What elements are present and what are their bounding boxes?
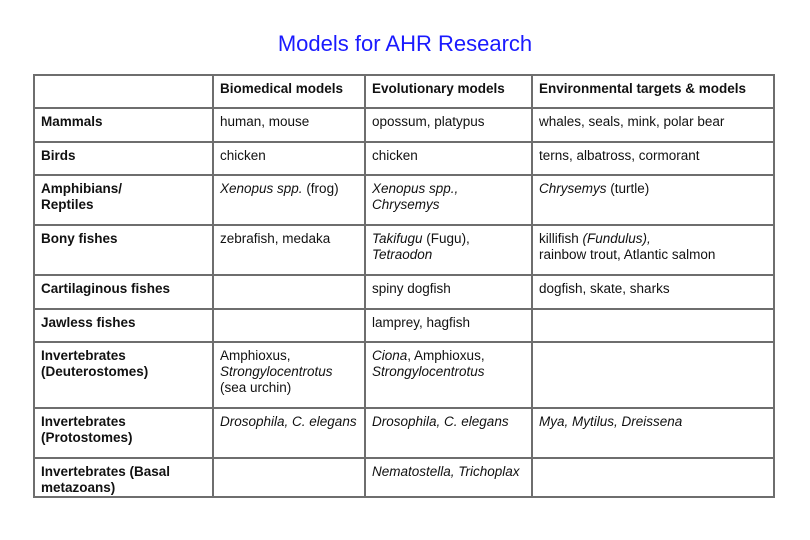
label-line: Invertebrates <box>41 414 126 429</box>
species-name: Strongylocentrotus <box>372 364 485 379</box>
species-name: Drosophila, C. elegans <box>220 414 357 429</box>
species-name: Nematostella, Trichoplax <box>372 464 520 479</box>
species-name: Xenopus spp. <box>220 181 303 196</box>
cell-biomedical <box>213 342 365 408</box>
cell-evolutionary <box>365 408 532 458</box>
cell-environmental: terns, albatross, cormorant <box>532 142 774 175</box>
common-name: (sea urchin) <box>220 380 292 395</box>
row-label: Cartilaginous fishes <box>34 275 213 309</box>
cell-environmental <box>532 458 774 497</box>
table-row <box>34 458 774 497</box>
species-name: Chrysemys <box>539 181 607 196</box>
cell-environmental: whales, seals, mink, polar bear <box>532 108 774 142</box>
cell-evolutionary <box>365 342 532 408</box>
cell-environmental <box>532 225 774 275</box>
header-evolutionary: Evolutionary models <box>365 75 532 108</box>
table-row <box>34 108 774 142</box>
table-row <box>34 342 774 408</box>
cell-evolutionary <box>365 175 532 225</box>
common-name: (Fugu), <box>422 231 470 246</box>
label-line: Reptiles <box>41 197 94 212</box>
label-line: Invertebrates (Basal <box>41 464 171 479</box>
species-name: Takifugu <box>372 231 423 246</box>
cell-evolutionary <box>365 225 532 275</box>
table-row <box>34 275 774 309</box>
species-name: Tetraodon <box>372 247 433 262</box>
cell-biomedical <box>213 175 365 225</box>
cell-biomedical <box>213 408 365 458</box>
cell-biomedical <box>213 275 365 309</box>
row-label <box>34 342 213 408</box>
cell-environmental <box>532 342 774 408</box>
cell-environmental <box>532 175 774 225</box>
cell-evolutionary: spiny dogfish <box>365 275 532 309</box>
species-name: Drosophila, C. elegans <box>372 414 509 429</box>
header-environmental: Environmental targets & models <box>532 75 774 108</box>
table-row <box>34 408 774 458</box>
cell-biomedical <box>213 309 365 342</box>
row-label: Bony fishes <box>34 225 213 275</box>
species-name: Strongylocentrotus <box>220 364 333 379</box>
common-name: (frog) <box>302 181 339 196</box>
cell-biomedical: chicken <box>213 142 365 175</box>
table-row <box>34 142 774 175</box>
cell-evolutionary: lamprey, hagfish <box>365 309 532 342</box>
cell-biomedical: zebrafish, medaka <box>213 225 365 275</box>
cell-environmental: dogfish, skate, sharks <box>532 275 774 309</box>
row-label <box>34 408 213 458</box>
table-row <box>34 309 774 342</box>
label-line: (Deuterostomes) <box>41 364 149 379</box>
common-name: , Amphioxus, <box>407 348 485 363</box>
header-empty <box>34 75 213 108</box>
cell-environmental <box>532 309 774 342</box>
species-name: Chrysemys <box>372 197 440 212</box>
label-line: (Protostomes) <box>41 430 133 445</box>
table-row <box>34 175 774 225</box>
cell-biomedical <box>213 458 365 497</box>
row-label <box>34 175 213 225</box>
common-name: (turtle) <box>606 181 650 196</box>
label-line: Invertebrates <box>41 348 126 363</box>
species-name: Mya, Mytilus, Dreissena <box>539 414 683 429</box>
cell-evolutionary: chicken <box>365 142 532 175</box>
common-name: Amphioxus, <box>220 348 291 363</box>
row-label: Mammals <box>34 108 213 142</box>
row-label <box>34 458 213 497</box>
species-name: (Fundulus), <box>582 231 651 246</box>
cell-evolutionary: opossum, platypus <box>365 108 532 142</box>
page-title: Models for AHR Research <box>277 31 533 56</box>
label-line: metazoans) <box>41 480 116 495</box>
cell-evolutionary <box>365 458 532 497</box>
header-row <box>34 75 774 108</box>
models-table <box>33 74 775 498</box>
species-name: Xenopus spp., <box>372 181 459 196</box>
common-name: rainbow trout, Atlantic salmon <box>539 247 716 262</box>
row-label: Jawless fishes <box>34 309 213 342</box>
cell-environmental <box>532 408 774 458</box>
header-biomedical: Biomedical models <box>213 75 365 108</box>
row-label: Birds <box>34 142 213 175</box>
table-row <box>34 225 774 275</box>
common-name: killifish <box>539 231 583 246</box>
cell-biomedical: human, mouse <box>213 108 365 142</box>
species-name: Ciona <box>372 348 408 363</box>
label-line: Amphibians/ <box>41 181 123 196</box>
